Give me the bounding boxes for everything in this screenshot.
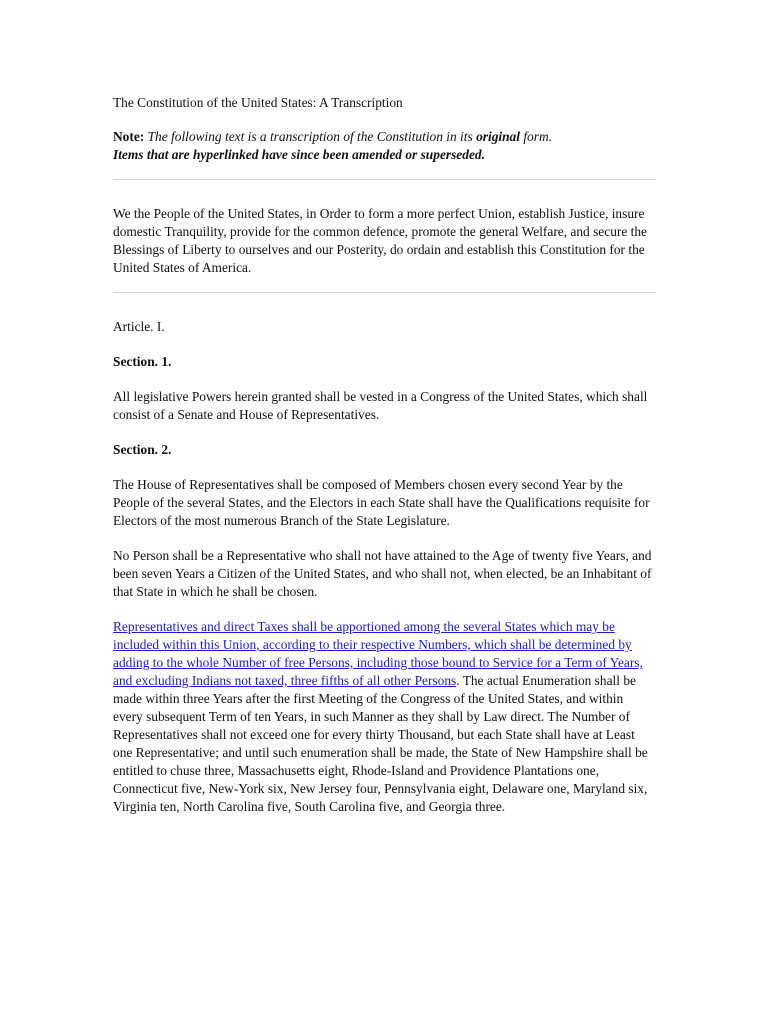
divider bbox=[113, 292, 656, 293]
section-2-para-2: No Person shall be a Representative who shall not have attained to the Age of twenty five Years, and been seven Years a Citizen of the United States, and who shall not, when elected, be an Inhabitant of that State in which he shall be chosen. bbox=[113, 548, 652, 599]
note-line-2 bbox=[113, 146, 656, 164]
divider bbox=[113, 179, 656, 180]
section-2-para-1: The House of Representatives shall be composed of Members chosen every second Year by the People of the several States, and the Electors in each State shall have the Qualifications requisite for Electors of the most numerous Branch of the State Legislature. bbox=[113, 477, 650, 528]
note-amended-notice: Items that are hyperlinked have since been amended or superseded. bbox=[113, 147, 485, 162]
amended-clause-link[interactable]: Representatives and direct Taxes shall be apportioned among the several States which may be included within this Union, according to their respective Numbers, which shall be determined by adding to the whole Number of free Persons, including those bound to Service for a Term of Years, and excluding Indians not taxed, three fifths of all other Persons bbox=[113, 619, 643, 688]
section-2-para-3 bbox=[113, 618, 656, 816]
section-2-heading: Section. 2. bbox=[113, 442, 172, 457]
preamble: We the People of the United States, in Order to form a more perfect Union, establish Justice, insure domestic Tranquility, provide for the common defence, promote the general Welfare, and secure the Blessings of Liberty to ourselves and our Posterity, do ordain and establish this Constitution for the United States of America. bbox=[113, 206, 647, 275]
note-line-1 bbox=[113, 128, 656, 146]
note-emphasis: original bbox=[476, 129, 520, 144]
note-label: Note: bbox=[113, 129, 145, 144]
note-text-part1: The following text is a transcription of the Constitution in its bbox=[147, 129, 477, 144]
note-text-part2: form. bbox=[519, 129, 552, 144]
section-1-heading: Section. 1. bbox=[113, 354, 172, 369]
document-title: The Constitution of the United States: A Transcription bbox=[113, 95, 403, 110]
section-2-para-3-rest: . The actual Enumeration shall be made within three Years after the first Meeting of the Congress of the United States, and within every subsequent Term of ten Years, in such Manner as they shall by Law direct. The Number of Representatives shall not exceed one for every thirty Thousand, but each State shall have at Least one Representative; and until such enumeration shall be made, the State of New Hampshire shall be entitled to chuse three, Massachusetts eight, Rhode-Island and Providence Plantations one, Connecticut five, New-York six, New Jersey four, Pennsylvania eight, Delaware one, Maryland six, Virginia ten, North Carolina five, South Carolina five, and Georgia three. bbox=[113, 673, 648, 814]
section-1-text: All legislative Powers herein granted shall be vested in a Congress of the United States, which shall consist of a Senate and House of Representatives. bbox=[113, 389, 648, 422]
article-heading: Article. I. bbox=[113, 319, 165, 334]
